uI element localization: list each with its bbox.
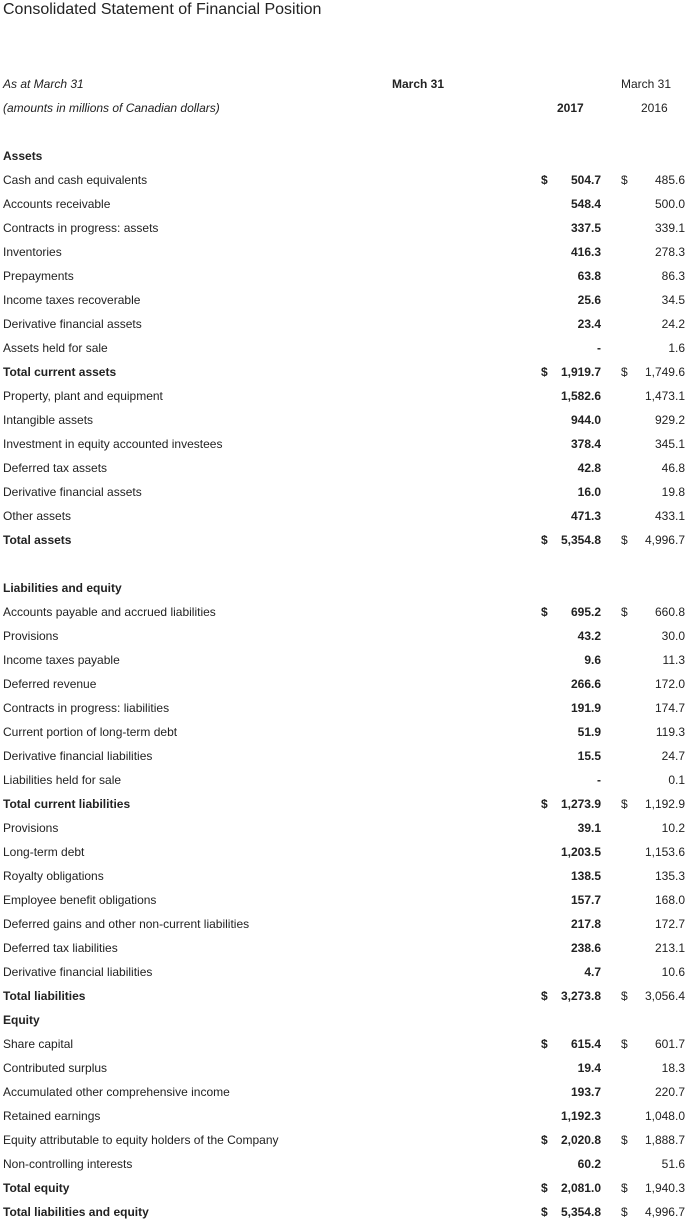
value-2016: 172.0 bbox=[654, 677, 685, 691]
table-row bbox=[0, 504, 696, 528]
currency-symbol-2016: $ bbox=[621, 1205, 628, 1219]
row-label: Property, plant and equipment bbox=[3, 389, 163, 403]
table-row bbox=[0, 144, 696, 168]
value-2016: 10.6 bbox=[661, 965, 685, 979]
value-2017: 1,273.9 bbox=[560, 797, 601, 811]
value-2017: 416.3 bbox=[570, 245, 601, 259]
value-2017: 2,020.8 bbox=[560, 1133, 601, 1147]
table-row bbox=[0, 288, 696, 312]
row-label: Derivative financial liabilities bbox=[3, 965, 153, 979]
value-2016: 30.0 bbox=[661, 629, 685, 643]
value-2016: 1,473.1 bbox=[644, 389, 685, 403]
table-row bbox=[0, 984, 696, 1008]
row-label: Liabilities held for sale bbox=[3, 773, 122, 787]
value-2017: 944.0 bbox=[570, 413, 601, 427]
row-label: Deferred tax liabilities bbox=[3, 941, 118, 955]
value-2016: 34.5 bbox=[661, 293, 685, 307]
value-2017: 1,203.5 bbox=[560, 845, 601, 859]
value-2016: 1,153.6 bbox=[644, 845, 685, 859]
row-label: Accounts payable and accrued liabilities bbox=[3, 605, 216, 619]
value-2016: 18.3 bbox=[661, 1061, 685, 1075]
value-2016: 345.1 bbox=[654, 437, 685, 451]
row-label: Inventories bbox=[3, 245, 62, 259]
row-label: Total current assets bbox=[3, 365, 117, 379]
value-2017: 337.5 bbox=[570, 221, 601, 235]
table-row bbox=[0, 792, 696, 816]
table-row bbox=[0, 360, 696, 384]
table-row bbox=[0, 576, 696, 600]
row-label: Provisions bbox=[3, 629, 59, 643]
table-row bbox=[0, 1080, 696, 1104]
currency-symbol-2017: $ bbox=[541, 1181, 548, 1195]
column-2017-header: 2017 bbox=[557, 101, 584, 115]
value-2016: 135.3 bbox=[654, 869, 685, 883]
table-row bbox=[0, 456, 696, 480]
value-2016: 4,996.7 bbox=[644, 533, 685, 547]
value-2016: 601.7 bbox=[654, 1037, 685, 1051]
row-label: Liabilities and equity bbox=[3, 581, 122, 595]
value-2017: 157.7 bbox=[570, 893, 601, 907]
value-2017: 4.7 bbox=[584, 965, 601, 979]
table-row bbox=[0, 936, 696, 960]
amounts-note: (amounts in millions of Canadian dollars) bbox=[3, 101, 220, 115]
row-label: Accounts receivable bbox=[3, 197, 111, 211]
table-row bbox=[0, 1032, 696, 1056]
currency-symbol-2016: $ bbox=[621, 533, 628, 547]
table-row bbox=[0, 528, 696, 552]
row-label: Share capital bbox=[3, 1037, 74, 1051]
value-2017: 43.2 bbox=[577, 629, 601, 643]
table-row bbox=[0, 768, 696, 792]
table-row bbox=[0, 672, 696, 696]
value-2017: 16.0 bbox=[577, 485, 601, 499]
table-row bbox=[0, 648, 696, 672]
value-2016: 1,048.0 bbox=[644, 1109, 685, 1123]
row-label: Retained earnings bbox=[3, 1109, 101, 1123]
currency-symbol-2016: $ bbox=[621, 1037, 628, 1051]
value-2016: 46.8 bbox=[661, 461, 685, 475]
value-2017: 63.8 bbox=[577, 269, 601, 283]
value-2017: 238.6 bbox=[570, 941, 601, 955]
value-2016: 1,749.6 bbox=[644, 365, 685, 379]
currency-symbol-2017: $ bbox=[541, 1133, 548, 1147]
value-2016: 929.2 bbox=[654, 413, 685, 427]
table-row bbox=[0, 1056, 696, 1080]
value-2016: 4,996.7 bbox=[644, 1205, 685, 1219]
row-label: Equity attributable to equity holders of the Company bbox=[3, 1133, 279, 1147]
value-2017: 193.7 bbox=[570, 1085, 601, 1099]
currency-symbol-2016: $ bbox=[621, 1181, 628, 1195]
value-2017: 3,273.8 bbox=[560, 989, 601, 1003]
row-label: Contracts in progress: assets bbox=[3, 221, 159, 235]
row-label: Royalty obligations bbox=[3, 869, 104, 883]
value-2017: 217.8 bbox=[570, 917, 601, 931]
row-label: Current portion of long-term debt bbox=[3, 725, 178, 739]
row-label: Investment in equity accounted investees bbox=[3, 437, 223, 451]
row-label: Total assets bbox=[3, 533, 72, 547]
table-row bbox=[0, 1176, 696, 1200]
table-row bbox=[0, 960, 696, 984]
table-row bbox=[0, 480, 696, 504]
table-row bbox=[0, 432, 696, 456]
currency-symbol-2016: $ bbox=[621, 797, 628, 811]
value-2017: 23.4 bbox=[577, 317, 601, 331]
row-label: Other assets bbox=[3, 509, 72, 523]
currency-symbol-2017: $ bbox=[541, 605, 548, 619]
currency-symbol-2016: $ bbox=[621, 1133, 628, 1147]
row-label: Prepayments bbox=[3, 269, 74, 283]
table-row bbox=[0, 216, 696, 240]
value-2016: 3,056.4 bbox=[644, 989, 685, 1003]
value-2017: 5,354.8 bbox=[560, 533, 601, 547]
table-row bbox=[0, 744, 696, 768]
value-2016: 1,192.9 bbox=[644, 797, 685, 811]
value-2017: 5,354.8 bbox=[560, 1205, 601, 1219]
currency-symbol-2017: $ bbox=[541, 173, 548, 187]
currency-symbol-2017: $ bbox=[541, 797, 548, 811]
row-label: Derivative financial assets bbox=[3, 317, 142, 331]
row-label: Deferred gains and other non-current liabilities bbox=[3, 917, 250, 931]
value-2016: 339.1 bbox=[654, 221, 685, 235]
value-2016: 0.1 bbox=[668, 773, 685, 787]
value-2017: 548.4 bbox=[570, 197, 601, 211]
table-row bbox=[0, 1008, 696, 1032]
value-2017: 266.6 bbox=[570, 677, 601, 691]
value-2016: 500.0 bbox=[654, 197, 685, 211]
value-2017: 39.1 bbox=[577, 821, 601, 835]
value-2016: 10.2 bbox=[661, 821, 685, 835]
row-label: Assets held for sale bbox=[3, 341, 108, 355]
value-2017: 504.7 bbox=[570, 173, 601, 187]
value-2016: 278.3 bbox=[654, 245, 685, 259]
row-label: Contributed surplus bbox=[3, 1061, 108, 1075]
row-label: Total liabilities bbox=[3, 989, 86, 1003]
row-label: Assets bbox=[3, 149, 43, 163]
value-2017: 1,919.7 bbox=[560, 365, 601, 379]
value-2017: 15.5 bbox=[577, 749, 601, 763]
value-2017: 42.8 bbox=[577, 461, 601, 475]
value-2016: 220.7 bbox=[654, 1085, 685, 1099]
value-2016: 1.6 bbox=[668, 341, 685, 355]
value-2016: 1,940.3 bbox=[644, 1181, 685, 1195]
table-row bbox=[0, 720, 696, 744]
table-row bbox=[0, 600, 696, 624]
column-2016-month-header: March 31 bbox=[621, 77, 672, 91]
table-row bbox=[0, 168, 696, 192]
value-2016: 433.1 bbox=[654, 509, 685, 523]
row-label: Deferred revenue bbox=[3, 677, 97, 691]
value-2017: 19.4 bbox=[577, 1061, 601, 1075]
table-row bbox=[0, 624, 696, 648]
currency-symbol-2017: $ bbox=[541, 1037, 548, 1051]
value-2016: 119.3 bbox=[655, 725, 685, 739]
value-2017: - bbox=[597, 341, 601, 355]
table-row bbox=[0, 1152, 696, 1176]
table-row bbox=[0, 240, 696, 264]
as-at-label: As at March 31 bbox=[3, 77, 84, 91]
value-2017: 378.4 bbox=[570, 437, 601, 451]
row-label: Employee benefit obligations bbox=[3, 893, 157, 907]
table-row bbox=[0, 864, 696, 888]
row-label: Equity bbox=[3, 1013, 40, 1027]
value-2017: 1,192.3 bbox=[560, 1109, 601, 1123]
row-label: Total current liabilities bbox=[3, 797, 131, 811]
value-2017: 25.6 bbox=[577, 293, 601, 307]
value-2017: 51.9 bbox=[577, 725, 601, 739]
value-2016: 660.8 bbox=[654, 605, 685, 619]
value-2017: 1,582.6 bbox=[560, 389, 601, 403]
table-row bbox=[0, 408, 696, 432]
value-2017: 2,081.0 bbox=[560, 1181, 601, 1195]
row-label: Deferred tax assets bbox=[3, 461, 108, 475]
column-group-header: March 31 bbox=[392, 77, 445, 91]
table-row bbox=[0, 264, 696, 288]
row-label: Accumulated other comprehensive income bbox=[3, 1085, 230, 1099]
value-2016: 19.8 bbox=[661, 485, 685, 499]
row-label: Non-controlling interests bbox=[3, 1157, 133, 1171]
value-2016: 24.2 bbox=[661, 317, 685, 331]
value-2016: 168.0 bbox=[654, 893, 685, 907]
row-label: Total equity bbox=[3, 1181, 70, 1195]
currency-symbol-2017: $ bbox=[541, 989, 548, 1003]
currency-symbol-2017: $ bbox=[541, 365, 548, 379]
row-label: Income taxes recoverable bbox=[3, 293, 141, 307]
table-row bbox=[0, 1104, 696, 1128]
row-label: Total liabilities and equity bbox=[3, 1205, 149, 1219]
table-row bbox=[0, 888, 696, 912]
row-label: Cash and cash equivalents bbox=[3, 173, 148, 187]
table-row bbox=[0, 912, 696, 936]
table-row bbox=[0, 696, 696, 720]
row-label: Derivative financial assets bbox=[3, 485, 142, 499]
table-row bbox=[0, 816, 696, 840]
table-row bbox=[0, 336, 696, 360]
table-row bbox=[0, 192, 696, 216]
table-row bbox=[0, 1128, 696, 1152]
currency-symbol-2016: $ bbox=[621, 989, 628, 1003]
page-title: Consolidated Statement of Financial Position bbox=[3, 1, 322, 18]
row-label: Derivative financial liabilities bbox=[3, 749, 153, 763]
value-2016: 172.7 bbox=[654, 917, 685, 931]
value-2017: 695.2 bbox=[570, 605, 601, 619]
value-2016: 51.6 bbox=[661, 1157, 685, 1171]
currency-symbol-2016: $ bbox=[621, 605, 628, 619]
value-2016: 11.3 bbox=[662, 653, 685, 667]
value-2017: 615.4 bbox=[570, 1037, 601, 1051]
row-label: Income taxes payable bbox=[3, 653, 120, 667]
value-2017: 191.9 bbox=[570, 701, 601, 715]
row-label: Contracts in progress: liabilities bbox=[3, 701, 170, 715]
value-2017: 138.5 bbox=[570, 869, 601, 883]
value-2017: 9.6 bbox=[584, 653, 601, 667]
row-label: Provisions bbox=[3, 821, 59, 835]
table-row bbox=[0, 384, 696, 408]
currency-symbol-2016: $ bbox=[621, 365, 628, 379]
currency-symbol-2017: $ bbox=[541, 1205, 548, 1219]
value-2016: 174.7 bbox=[654, 701, 685, 715]
column-2016-header: 2016 bbox=[641, 101, 668, 115]
row-label: Intangible assets bbox=[3, 413, 94, 427]
table-row bbox=[0, 312, 696, 336]
value-2017: - bbox=[597, 773, 601, 787]
value-2016: 485.6 bbox=[654, 173, 685, 187]
currency-symbol-2016: $ bbox=[621, 173, 628, 187]
table-row bbox=[0, 840, 696, 864]
currency-symbol-2017: $ bbox=[541, 533, 548, 547]
value-2017: 471.3 bbox=[570, 509, 601, 523]
value-2016: 213.1 bbox=[654, 941, 685, 955]
value-2016: 86.3 bbox=[661, 269, 685, 283]
value-2016: 1,888.7 bbox=[644, 1133, 685, 1147]
row-label: Long-term debt bbox=[3, 845, 85, 859]
value-2016: 24.7 bbox=[661, 749, 685, 763]
table-row bbox=[0, 552, 696, 576]
value-2017: 60.2 bbox=[577, 1157, 601, 1171]
table-row bbox=[0, 1200, 696, 1224]
